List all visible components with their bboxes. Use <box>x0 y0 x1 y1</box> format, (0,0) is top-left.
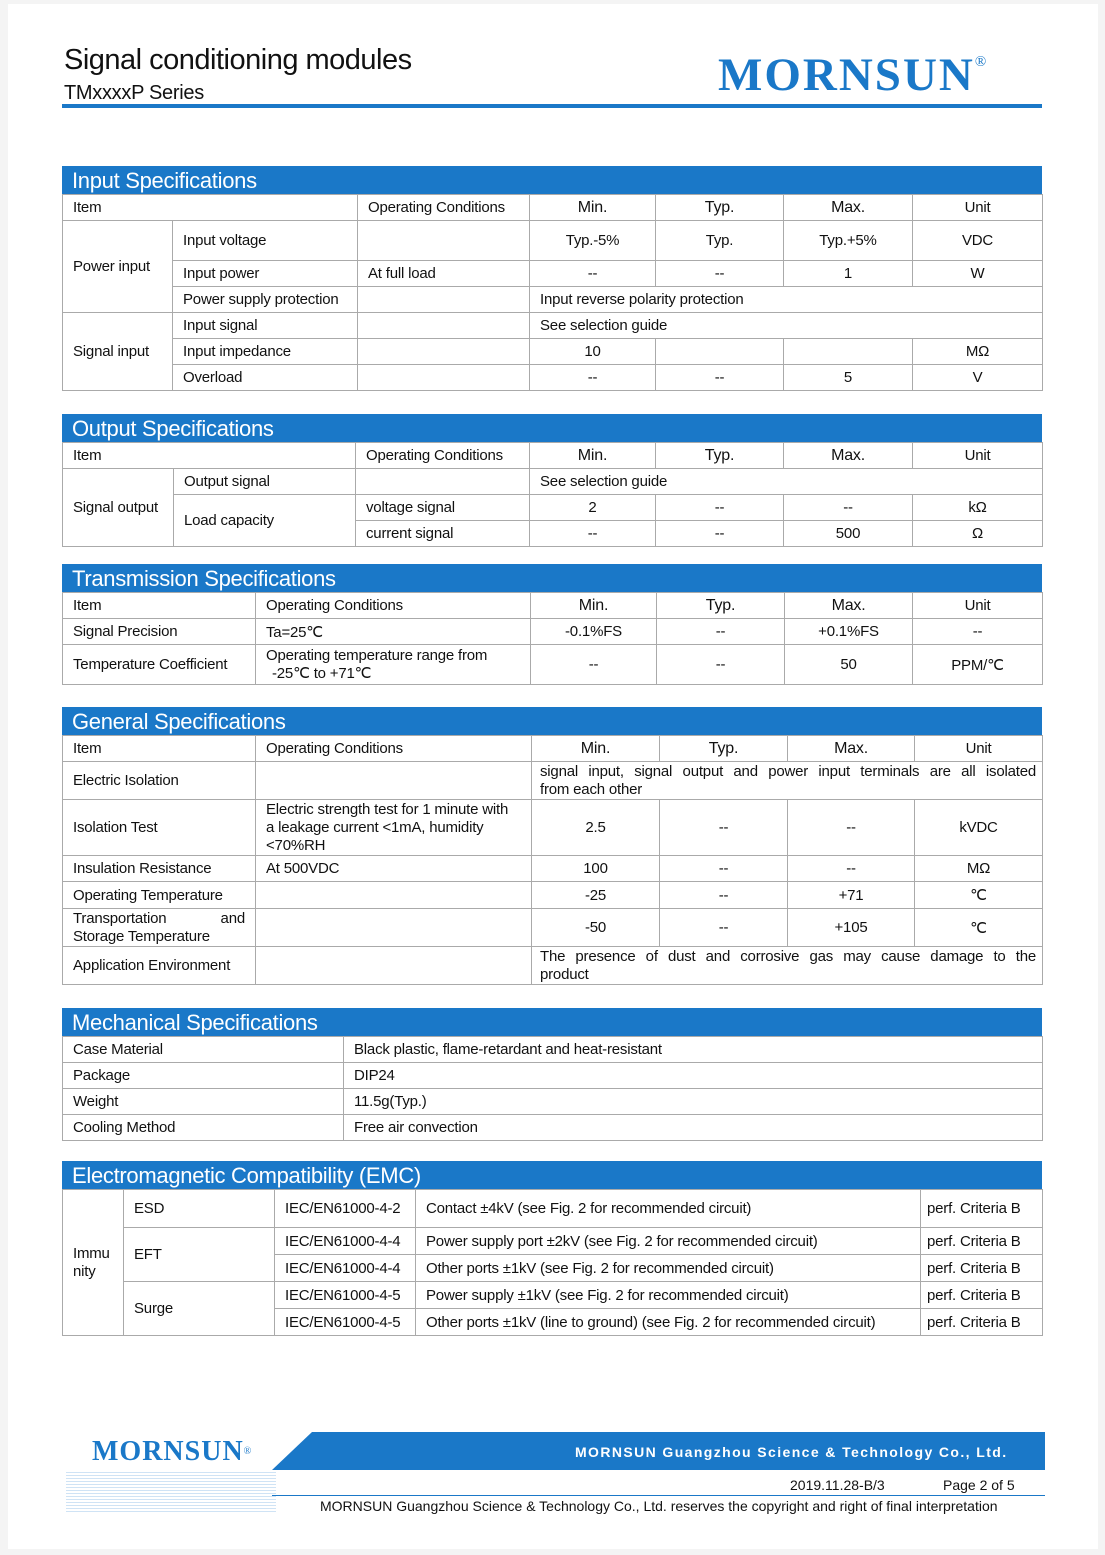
table-row <box>63 313 1043 339</box>
footer-copyright: MORNSUN Guangzhou Science & Technology Co., Ltd. reserves the copyright and right of final interpretation <box>320 1498 998 1514</box>
value-line: product <box>540 965 589 983</box>
table-row <box>63 365 1043 391</box>
immunity-line: Immu <box>73 1244 110 1262</box>
item-cell: Weight <box>63 1089 344 1115</box>
cond-line: Electric strength test for 1 minute with <box>266 800 509 818</box>
criteria-cell: perf. Criteria B <box>921 1190 1043 1228</box>
test-cell: Power supply port ±2kV (see Fig. 2 for recommended circuit) <box>416 1228 921 1255</box>
item-cell: Input voltage <box>173 221 358 261</box>
table-row <box>63 495 1043 521</box>
table-row <box>63 261 1043 287</box>
cond-line: -25℃ to +71℃ <box>272 664 372 682</box>
cond-cell <box>256 909 532 947</box>
cond-line: Operating temperature range from <box>266 646 488 664</box>
typ-cell: -- <box>660 882 788 909</box>
item-line: Storage Temperature <box>73 927 210 945</box>
unit-cell: -- <box>913 619 1043 645</box>
registered-mark: ® <box>974 54 987 70</box>
page-number: Page 2 of 5 <box>943 1477 1015 1493</box>
header-cell: Typ. <box>656 195 784 221</box>
table-header-row <box>63 593 1043 619</box>
unit-cell: MΩ <box>913 339 1043 365</box>
header-cell: Min. <box>530 195 656 221</box>
min-cell: -0.1%FS <box>531 619 657 645</box>
header-rule <box>62 104 1042 108</box>
standard-cell: IEC/EN61000-4-5 <box>275 1282 416 1309</box>
criteria-cell: perf. Criteria B <box>921 1282 1043 1309</box>
typ-cell: -- <box>656 495 784 521</box>
table-row <box>63 1115 1043 1141</box>
cond-cell <box>358 365 530 391</box>
value-cell: 11.5g(Typ.) <box>344 1089 1043 1115</box>
max-cell: +71 <box>788 882 915 909</box>
test-cell: Other ports ±1kV (see Fig. 2 for recommended circuit) <box>416 1255 921 1282</box>
value-cell: Free air convection <box>344 1115 1043 1141</box>
standard-cell: IEC/EN61000-4-2 <box>275 1190 416 1228</box>
header-cell: Min. <box>530 443 656 469</box>
section-title: Output Specifications <box>62 414 1042 442</box>
standard-cell: IEC/EN61000-4-4 <box>275 1228 416 1255</box>
header-cell: Item <box>63 593 256 619</box>
value-cell: DIP24 <box>344 1063 1043 1089</box>
max-cell: 5 <box>784 365 913 391</box>
cond-cell <box>256 882 532 909</box>
emc-table <box>62 1189 1043 1336</box>
min-cell: 2.5 <box>532 800 660 856</box>
min-cell: 100 <box>532 856 660 882</box>
header-cell: Unit <box>915 736 1043 762</box>
footer-stripes <box>66 1472 276 1512</box>
header-cell: Unit <box>913 443 1043 469</box>
transmission-specifications-section <box>62 564 1042 685</box>
value-cell: Black plastic, flame-retardant and heat-resistant <box>344 1037 1043 1063</box>
table-row <box>63 909 1043 947</box>
cond-line: <70%RH <box>266 836 326 854</box>
value-line: signal input, signal output and power input terminals are all isolated <box>540 762 1036 780</box>
header-cell: Typ. <box>656 443 784 469</box>
brand-logo <box>718 48 986 102</box>
header-cell: Operating Conditions <box>358 195 530 221</box>
max-cell: +105 <box>788 909 915 947</box>
item-cell: Case Material <box>63 1037 344 1063</box>
criteria-cell: perf. Criteria B <box>921 1309 1043 1336</box>
item-cell: Application Environment <box>63 947 256 985</box>
item-cell: Input signal <box>173 313 358 339</box>
typ-cell <box>656 339 784 365</box>
max-cell: -- <box>788 856 915 882</box>
page-subtitle: TMxxxxP Series <box>64 82 204 104</box>
header-cell: Max. <box>785 593 913 619</box>
footer-logo-text: MORNSUN <box>92 1436 244 1467</box>
header-cell: Item <box>63 736 256 762</box>
item-cell: Insulation Resistance <box>63 856 256 882</box>
table-row <box>63 882 1043 909</box>
test-label: EFT <box>124 1228 275 1282</box>
min-cell: -- <box>530 261 656 287</box>
item-cell: Operating Temperature <box>63 882 256 909</box>
table-row <box>63 1089 1043 1115</box>
item-cell: Power supply protection <box>173 287 358 313</box>
general-spec-table <box>62 735 1043 985</box>
cond-cell <box>358 221 530 261</box>
value-cell <box>532 762 1043 800</box>
table-header-row <box>63 736 1043 762</box>
header-cell: Typ. <box>660 736 788 762</box>
footer-rule <box>272 1495 1045 1496</box>
typ-cell: -- <box>660 856 788 882</box>
value-cell: See selection guide <box>530 313 1043 339</box>
table-row <box>63 800 1043 856</box>
min-cell: 10 <box>530 339 656 365</box>
typ-cell: -- <box>656 365 784 391</box>
table-row <box>63 1228 1043 1255</box>
cond-cell: At 500VDC <box>256 856 532 882</box>
unit-cell: W <box>913 261 1043 287</box>
group-label: Signal output <box>63 469 174 547</box>
transmission-spec-table <box>62 592 1043 685</box>
header-cell: Min. <box>532 736 660 762</box>
unit-cell: ℃ <box>915 909 1043 947</box>
unit-cell: PPM/℃ <box>913 645 1043 685</box>
item-cell: Isolation Test <box>63 800 256 856</box>
cond-line: a leakage current <1mA, humidity <box>266 818 484 836</box>
section-title: Input Specifications <box>62 166 1042 194</box>
general-specifications-section <box>62 707 1042 985</box>
unit-cell: V <box>913 365 1043 391</box>
cond-cell <box>256 645 531 685</box>
footer-logo <box>92 1436 252 1468</box>
min-cell: -25 <box>532 882 660 909</box>
header-cell: Unit <box>913 195 1043 221</box>
cond-cell <box>256 800 532 856</box>
standard-cell: IEC/EN61000-4-4 <box>275 1255 416 1282</box>
unit-cell: Ω <box>913 521 1043 547</box>
table-row <box>63 1282 1043 1309</box>
item-cell: Input power <box>173 261 358 287</box>
immunity-label <box>63 1190 124 1336</box>
typ-cell: -- <box>657 645 785 685</box>
header-cell: Min. <box>531 593 657 619</box>
unit-cell: MΩ <box>915 856 1043 882</box>
output-spec-table <box>62 442 1043 547</box>
section-title: Electromagnetic Compatibility (EMC) <box>62 1161 1042 1189</box>
header-cell: Item <box>63 195 358 221</box>
value-cell: See selection guide <box>530 469 1043 495</box>
max-cell: -- <box>784 495 913 521</box>
item-cell: Output signal <box>174 469 356 495</box>
section-title: Transmission Specifications <box>62 564 1042 592</box>
test-label: Surge <box>124 1282 275 1336</box>
max-cell: 50 <box>785 645 913 685</box>
table-row <box>63 762 1043 800</box>
value-cell <box>532 947 1043 985</box>
min-cell: 2 <box>530 495 656 521</box>
section-title: General Specifications <box>62 707 1042 735</box>
min-cell: Typ.-5% <box>530 221 656 261</box>
table-row <box>63 619 1043 645</box>
logo-text: MORNSUN <box>718 49 975 101</box>
unit-cell: kΩ <box>913 495 1043 521</box>
item-cell: Load capacity <box>174 495 356 547</box>
criteria-cell: perf. Criteria B <box>921 1255 1043 1282</box>
criteria-cell: perf. Criteria B <box>921 1228 1043 1255</box>
footer-company: MORNSUN Guangzhou Science & Technology Co., Ltd. <box>575 1444 1008 1460</box>
max-cell: 1 <box>784 261 913 287</box>
cond-cell <box>358 313 530 339</box>
unit-cell: kVDC <box>915 800 1043 856</box>
item-cell: Overload <box>173 365 358 391</box>
item-cell: Cooling Method <box>63 1115 344 1141</box>
table-row <box>63 1037 1043 1063</box>
value-cell: Input reverse polarity protection <box>530 287 1043 313</box>
cond-cell: Ta=25℃ <box>256 619 531 645</box>
input-specifications-section <box>62 166 1042 391</box>
header-cell: Typ. <box>657 593 785 619</box>
min-cell: -- <box>530 365 656 391</box>
header-cell: Operating Conditions <box>256 593 531 619</box>
item-cell: Electric Isolation <box>63 762 256 800</box>
table-row <box>63 287 1043 313</box>
cond-cell <box>256 947 532 985</box>
test-cell: Contact ±4kV (see Fig. 2 for recommended circuit) <box>416 1190 921 1228</box>
header-cell: Max. <box>788 736 915 762</box>
table-row <box>63 221 1043 261</box>
unit-cell: ℃ <box>915 882 1043 909</box>
value-line: from each other <box>540 780 643 798</box>
max-cell <box>784 339 913 365</box>
test-cell: Power supply ±1kV (see Fig. 2 for recommended circuit) <box>416 1282 921 1309</box>
cond-cell <box>358 287 530 313</box>
item-cell <box>63 909 256 947</box>
group-label: Signal input <box>63 313 173 391</box>
item-cell: Input impedance <box>173 339 358 365</box>
table-row <box>63 645 1043 685</box>
max-cell: -- <box>788 800 915 856</box>
table-row <box>63 947 1043 985</box>
cond-cell <box>356 469 530 495</box>
min-cell: -50 <box>532 909 660 947</box>
immunity-line: nity <box>73 1262 96 1280</box>
table-row <box>63 1190 1043 1228</box>
table-header-row <box>63 443 1043 469</box>
group-label: Power input <box>63 221 173 313</box>
section-title: Mechanical Specifications <box>62 1008 1042 1036</box>
test-label: ESD <box>124 1190 275 1228</box>
cond-cell: At full load <box>358 261 530 287</box>
item-cell: Temperature Coefficient <box>63 645 256 685</box>
header-cell: Unit <box>913 593 1043 619</box>
min-cell: -- <box>530 521 656 547</box>
emc-section <box>62 1161 1042 1336</box>
header-cell: Max. <box>784 195 913 221</box>
table-row <box>63 469 1043 495</box>
cond-cell: current signal <box>356 521 530 547</box>
header-cell: Operating Conditions <box>256 736 532 762</box>
max-cell: +0.1%FS <box>785 619 913 645</box>
max-cell: Typ.+5% <box>784 221 913 261</box>
mechanical-specifications-section <box>62 1008 1042 1141</box>
header-cell: Item <box>63 443 356 469</box>
typ-cell: -- <box>656 261 784 287</box>
cond-cell <box>358 339 530 365</box>
footer-date: 2019.11.28-B/3 <box>790 1477 885 1493</box>
footer-registered-mark: ® <box>243 1445 253 1457</box>
typ-cell: -- <box>660 800 788 856</box>
typ-cell: -- <box>657 619 785 645</box>
item-cell: Package <box>63 1063 344 1089</box>
value-line: The presence of dust and corrosive gas may cause damage to the <box>540 947 1036 965</box>
header-cell: Operating Conditions <box>356 443 530 469</box>
cond-cell: voltage signal <box>356 495 530 521</box>
typ-cell: Typ. <box>656 221 784 261</box>
max-cell: 500 <box>784 521 913 547</box>
typ-cell: -- <box>656 521 784 547</box>
input-spec-table <box>62 194 1043 391</box>
table-row <box>63 856 1043 882</box>
table-row <box>63 339 1043 365</box>
min-cell: -- <box>531 645 657 685</box>
page-title: Signal conditioning modules <box>64 44 412 76</box>
output-specifications-section <box>62 414 1042 547</box>
cond-cell <box>256 762 532 800</box>
header-cell: Max. <box>784 443 913 469</box>
item-cell: Signal Precision <box>63 619 256 645</box>
unit-cell: VDC <box>913 221 1043 261</box>
standard-cell: IEC/EN61000-4-5 <box>275 1309 416 1336</box>
table-row <box>63 1063 1043 1089</box>
test-cell: Other ports ±1kV (line to ground) (see Fig. 2 for recommended circuit) <box>416 1309 921 1336</box>
table-header-row <box>63 195 1043 221</box>
typ-cell: -- <box>660 909 788 947</box>
item-line: Transportation and <box>73 909 245 927</box>
mechanical-spec-table <box>62 1036 1043 1141</box>
